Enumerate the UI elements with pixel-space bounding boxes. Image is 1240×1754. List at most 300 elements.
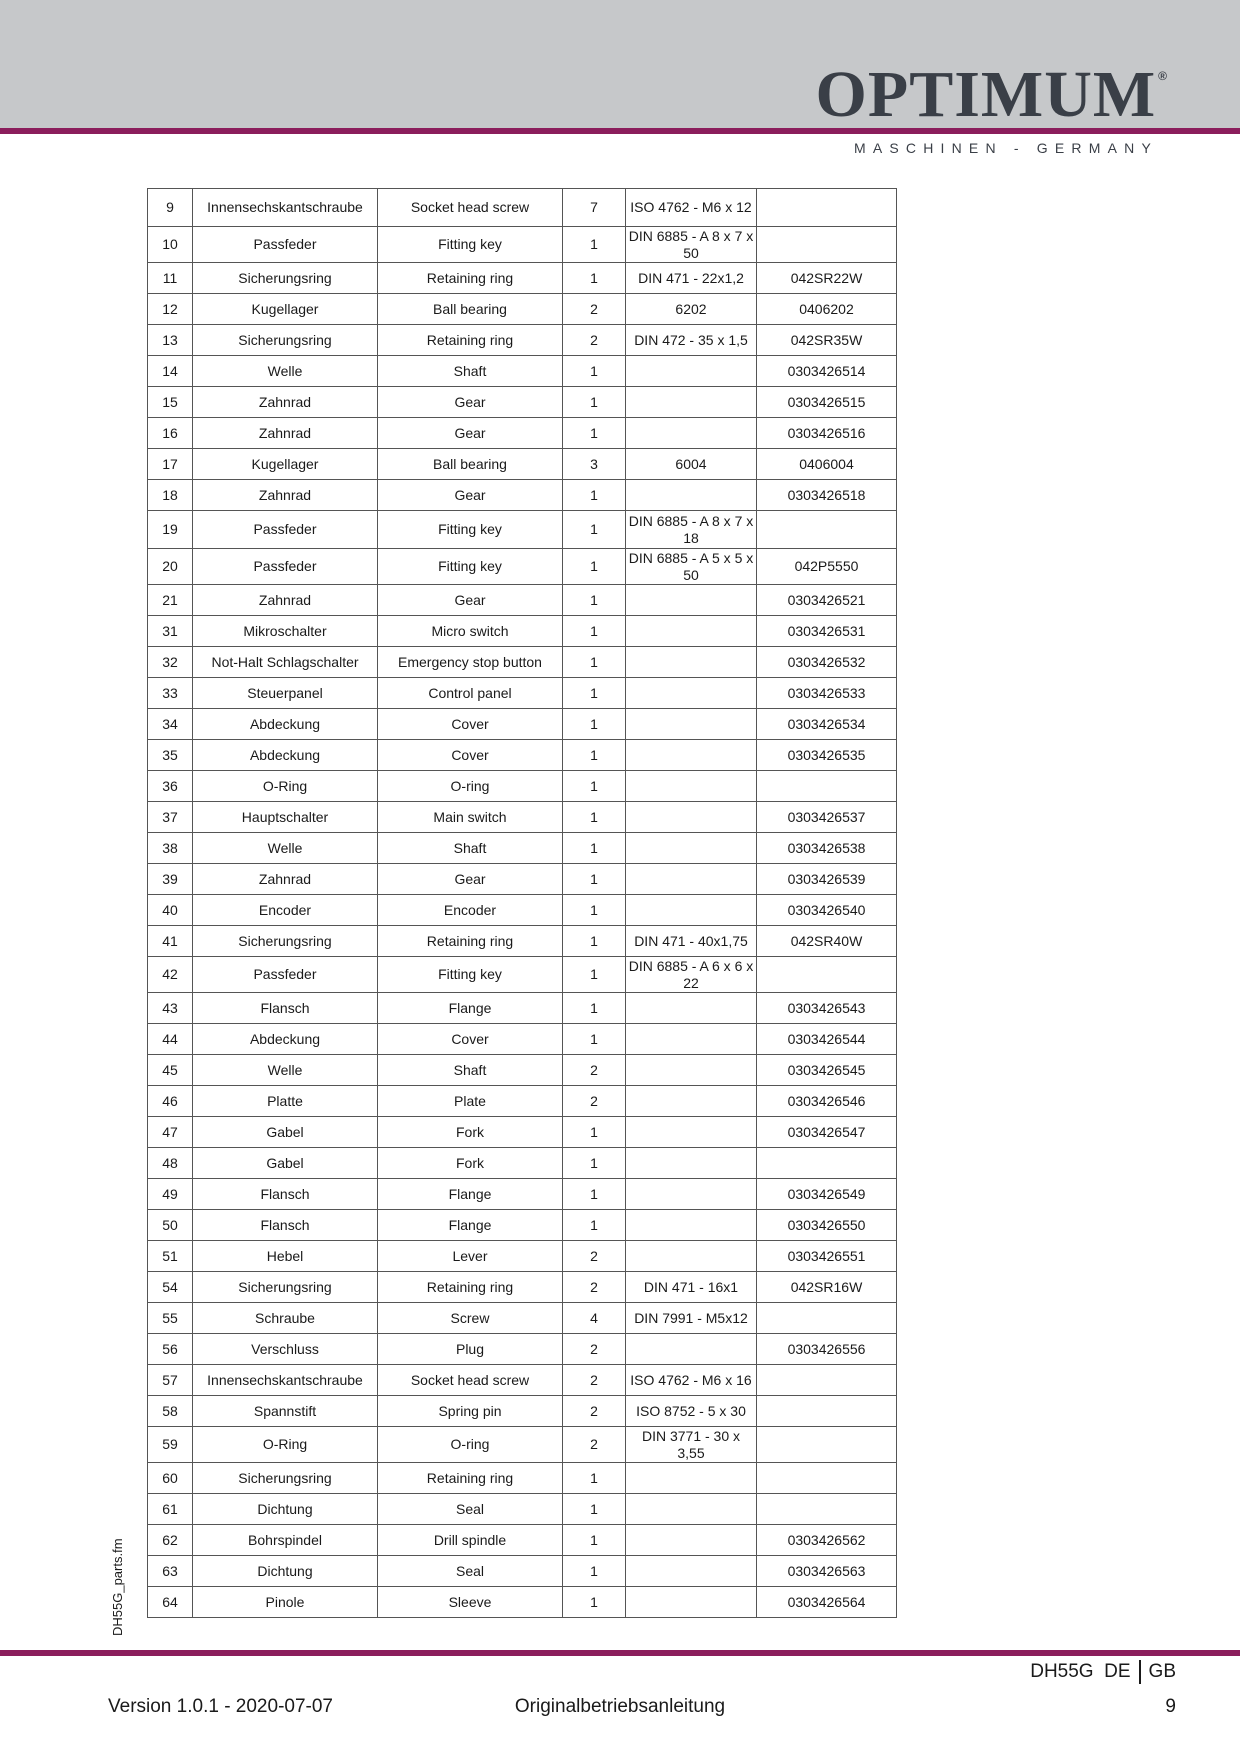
german-name-cell: Spannstift bbox=[193, 1396, 378, 1427]
english-name-cell: Sleeve bbox=[378, 1587, 563, 1618]
item-number-cell bbox=[757, 227, 897, 263]
german-name-cell: Platte bbox=[193, 1086, 378, 1117]
item-number-cell: 0406202 bbox=[757, 294, 897, 325]
quantity-cell: 1 bbox=[563, 1494, 626, 1525]
standard-cell bbox=[626, 1334, 757, 1365]
item-number-cell bbox=[757, 1396, 897, 1427]
standard-cell bbox=[626, 1086, 757, 1117]
english-name-cell: Fork bbox=[378, 1148, 563, 1179]
german-name-cell: Flansch bbox=[193, 1210, 378, 1241]
quantity-cell: 2 bbox=[563, 1241, 626, 1272]
standard-cell bbox=[626, 678, 757, 709]
quantity-cell: 1 bbox=[563, 926, 626, 957]
quantity-cell: 2 bbox=[563, 1427, 626, 1463]
model-name: DH55G bbox=[1030, 1661, 1094, 1683]
english-name-cell: Gear bbox=[378, 387, 563, 418]
standard-cell bbox=[626, 1024, 757, 1055]
table-row bbox=[148, 1210, 897, 1241]
quantity-cell: 1 bbox=[563, 1148, 626, 1179]
part-number-cell: 33 bbox=[148, 678, 193, 709]
table-row bbox=[148, 263, 897, 294]
table-row bbox=[148, 325, 897, 356]
english-name-cell: Flange bbox=[378, 993, 563, 1024]
part-number-cell: 16 bbox=[148, 418, 193, 449]
quantity-cell: 1 bbox=[563, 263, 626, 294]
quantity-cell: 1 bbox=[563, 1587, 626, 1618]
english-name-cell: Fork bbox=[378, 1117, 563, 1148]
table-row bbox=[148, 1241, 897, 1272]
english-name-cell: Lever bbox=[378, 1241, 563, 1272]
standard-cell: DIN 471 - 16x1 bbox=[626, 1272, 757, 1303]
english-name-cell: Retaining ring bbox=[378, 1463, 563, 1494]
part-number-cell: 40 bbox=[148, 895, 193, 926]
english-name-cell: Cover bbox=[378, 740, 563, 771]
item-number-cell: 0303426535 bbox=[757, 740, 897, 771]
standard-cell: DIN 6885 - A 8 x 7 x 18 bbox=[626, 511, 757, 549]
parts-table-body bbox=[148, 189, 897, 1618]
english-name-cell: Main switch bbox=[378, 802, 563, 833]
part-number-cell: 47 bbox=[148, 1117, 193, 1148]
quantity-cell: 2 bbox=[563, 1396, 626, 1427]
standard-cell bbox=[626, 895, 757, 926]
english-name-cell: O-ring bbox=[378, 771, 563, 802]
item-number-cell: 0406004 bbox=[757, 449, 897, 480]
quantity-cell: 1 bbox=[563, 227, 626, 263]
quantity-cell: 1 bbox=[563, 1117, 626, 1148]
english-name-cell: Retaining ring bbox=[378, 926, 563, 957]
german-name-cell: Dichtung bbox=[193, 1494, 378, 1525]
part-number-cell: 19 bbox=[148, 511, 193, 549]
item-number-cell: 0303426516 bbox=[757, 418, 897, 449]
standard-cell: DIN 3771 - 30 x 3,55 bbox=[626, 1427, 757, 1463]
item-number-cell bbox=[757, 189, 897, 227]
german-name-cell: Flansch bbox=[193, 993, 378, 1024]
quantity-cell: 2 bbox=[563, 1365, 626, 1396]
brand-logo bbox=[815, 58, 1168, 131]
item-number-cell bbox=[757, 771, 897, 802]
item-number-cell: 042SR40W bbox=[757, 926, 897, 957]
quantity-cell: 1 bbox=[563, 511, 626, 549]
german-name-cell: Sicherungsring bbox=[193, 926, 378, 957]
standard-cell bbox=[626, 864, 757, 895]
brand-tagline: MASCHINEN - GERMANY bbox=[853, 140, 1158, 156]
quantity-cell: 1 bbox=[563, 957, 626, 993]
part-number-cell: 51 bbox=[148, 1241, 193, 1272]
german-name-cell: Mikroschalter bbox=[193, 616, 378, 647]
part-number-cell: 37 bbox=[148, 802, 193, 833]
table-row bbox=[148, 1179, 897, 1210]
table-row bbox=[148, 1427, 897, 1463]
table-row bbox=[148, 864, 897, 895]
language-gb: GB bbox=[1148, 1661, 1176, 1683]
standard-cell bbox=[626, 740, 757, 771]
german-name-cell: Steuerpanel bbox=[193, 678, 378, 709]
part-number-cell: 42 bbox=[148, 957, 193, 993]
german-name-cell: Innensechskantschraube bbox=[193, 189, 378, 227]
german-name-cell: Sicherungsring bbox=[193, 263, 378, 294]
german-name-cell: Sicherungsring bbox=[193, 325, 378, 356]
german-name-cell: Welle bbox=[193, 833, 378, 864]
item-number-cell: 0303426544 bbox=[757, 1024, 897, 1055]
quantity-cell: 2 bbox=[563, 1086, 626, 1117]
part-number-cell: 38 bbox=[148, 833, 193, 864]
english-name-cell: Cover bbox=[378, 1024, 563, 1055]
standard-cell: 6202 bbox=[626, 294, 757, 325]
table-row bbox=[148, 1396, 897, 1427]
registered-mark: ® bbox=[1158, 69, 1168, 83]
german-name-cell: O-Ring bbox=[193, 771, 378, 802]
part-number-cell: 61 bbox=[148, 1494, 193, 1525]
part-number-cell: 45 bbox=[148, 1055, 193, 1086]
quantity-cell: 1 bbox=[563, 418, 626, 449]
quantity-cell: 1 bbox=[563, 895, 626, 926]
standard-cell bbox=[626, 1525, 757, 1556]
item-number-cell bbox=[757, 1427, 897, 1463]
table-row bbox=[148, 833, 897, 864]
item-number-cell: 0303426564 bbox=[757, 1587, 897, 1618]
quantity-cell: 1 bbox=[563, 833, 626, 864]
table-row bbox=[148, 709, 897, 740]
standard-cell: ISO 8752 - 5 x 30 bbox=[626, 1396, 757, 1427]
item-number-cell: 0303426532 bbox=[757, 647, 897, 678]
part-number-cell: 50 bbox=[148, 1210, 193, 1241]
table-row bbox=[148, 740, 897, 771]
english-name-cell: Ball bearing bbox=[378, 294, 563, 325]
part-number-cell: 15 bbox=[148, 387, 193, 418]
table-row bbox=[148, 294, 897, 325]
language-de: DE bbox=[1104, 1661, 1131, 1683]
standard-cell bbox=[626, 1210, 757, 1241]
part-number-cell: 31 bbox=[148, 616, 193, 647]
part-number-cell: 36 bbox=[148, 771, 193, 802]
table-row bbox=[148, 802, 897, 833]
part-number-cell: 14 bbox=[148, 356, 193, 387]
english-name-cell: Fitting key bbox=[378, 549, 563, 585]
german-name-cell: Zahnrad bbox=[193, 480, 378, 511]
english-name-cell: Screw bbox=[378, 1303, 563, 1334]
german-name-cell: Abdeckung bbox=[193, 709, 378, 740]
table-row bbox=[148, 1148, 897, 1179]
part-number-cell: 43 bbox=[148, 993, 193, 1024]
part-number-cell: 34 bbox=[148, 709, 193, 740]
german-name-cell: Encoder bbox=[193, 895, 378, 926]
german-name-cell: Not-Halt Schlagschalter bbox=[193, 647, 378, 678]
item-number-cell: 0303426563 bbox=[757, 1556, 897, 1587]
standard-cell: DIN 471 - 22x1,2 bbox=[626, 263, 757, 294]
table-row bbox=[148, 1525, 897, 1556]
quantity-cell: 1 bbox=[563, 993, 626, 1024]
part-number-cell: 64 bbox=[148, 1587, 193, 1618]
item-number-cell: 0303426551 bbox=[757, 1241, 897, 1272]
english-name-cell: O-ring bbox=[378, 1427, 563, 1463]
model-language-indicator bbox=[1030, 1660, 1176, 1684]
part-number-cell: 44 bbox=[148, 1024, 193, 1055]
english-name-cell: Fitting key bbox=[378, 227, 563, 263]
item-number-cell: 0303426562 bbox=[757, 1525, 897, 1556]
english-name-cell: Shaft bbox=[378, 1055, 563, 1086]
standard-cell: DIN 6885 - A 8 x 7 x 50 bbox=[626, 227, 757, 263]
quantity-cell: 1 bbox=[563, 771, 626, 802]
standard-cell bbox=[626, 1055, 757, 1086]
table-row bbox=[148, 771, 897, 802]
standard-cell bbox=[626, 1463, 757, 1494]
standard-cell bbox=[626, 480, 757, 511]
german-name-cell: Dichtung bbox=[193, 1556, 378, 1587]
item-number-cell bbox=[757, 511, 897, 549]
english-name-cell: Micro switch bbox=[378, 616, 563, 647]
standard-cell bbox=[626, 1241, 757, 1272]
part-number-cell: 13 bbox=[148, 325, 193, 356]
table-row bbox=[148, 1463, 897, 1494]
item-number-cell: 0303426556 bbox=[757, 1334, 897, 1365]
english-name-cell: Retaining ring bbox=[378, 325, 563, 356]
english-name-cell: Emergency stop button bbox=[378, 647, 563, 678]
standard-cell: ISO 4762 - M6 x 16 bbox=[626, 1365, 757, 1396]
english-name-cell: Retaining ring bbox=[378, 1272, 563, 1303]
german-name-cell: Zahnrad bbox=[193, 585, 378, 616]
german-name-cell: Kugellager bbox=[193, 294, 378, 325]
english-name-cell: Plate bbox=[378, 1086, 563, 1117]
item-number-cell bbox=[757, 1303, 897, 1334]
english-name-cell: Socket head screw bbox=[378, 189, 563, 227]
table-row bbox=[148, 1024, 897, 1055]
standard-cell: 6004 bbox=[626, 449, 757, 480]
table-row bbox=[148, 616, 897, 647]
english-name-cell: Gear bbox=[378, 418, 563, 449]
standard-cell bbox=[626, 356, 757, 387]
german-name-cell: Passfeder bbox=[193, 957, 378, 993]
item-number-cell: 042SR35W bbox=[757, 325, 897, 356]
standard-cell bbox=[626, 1179, 757, 1210]
german-name-cell: Abdeckung bbox=[193, 740, 378, 771]
page-number: 9 bbox=[1165, 1696, 1176, 1717]
table-row bbox=[148, 1587, 897, 1618]
quantity-cell: 1 bbox=[563, 802, 626, 833]
table-row bbox=[148, 1272, 897, 1303]
standard-cell bbox=[626, 833, 757, 864]
item-number-cell: 0303426537 bbox=[757, 802, 897, 833]
quantity-cell: 4 bbox=[563, 1303, 626, 1334]
quantity-cell: 1 bbox=[563, 740, 626, 771]
german-name-cell: Verschluss bbox=[193, 1334, 378, 1365]
part-number-cell: 55 bbox=[148, 1303, 193, 1334]
item-number-cell: 0303426538 bbox=[757, 833, 897, 864]
standard-cell: DIN 6885 - A 5 x 5 x 50 bbox=[626, 549, 757, 585]
standard-cell bbox=[626, 1117, 757, 1148]
standard-cell: DIN 472 - 35 x 1,5 bbox=[626, 325, 757, 356]
item-number-cell: 0303426533 bbox=[757, 678, 897, 709]
quantity-cell: 2 bbox=[563, 294, 626, 325]
item-number-cell: 0303426534 bbox=[757, 709, 897, 740]
part-number-cell: 49 bbox=[148, 1179, 193, 1210]
part-number-cell: 10 bbox=[148, 227, 193, 263]
table-row bbox=[148, 585, 897, 616]
quantity-cell: 1 bbox=[563, 549, 626, 585]
german-name-cell: Zahnrad bbox=[193, 387, 378, 418]
table-row bbox=[148, 647, 897, 678]
standard-cell: ISO 4762 - M6 x 12 bbox=[626, 189, 757, 227]
part-number-cell: 41 bbox=[148, 926, 193, 957]
standard-cell bbox=[626, 418, 757, 449]
table-row bbox=[148, 356, 897, 387]
table-row bbox=[148, 1055, 897, 1086]
item-number-cell: 0303426546 bbox=[757, 1086, 897, 1117]
part-number-cell: 54 bbox=[148, 1272, 193, 1303]
item-number-cell: 0303426543 bbox=[757, 993, 897, 1024]
quantity-cell: 2 bbox=[563, 1272, 626, 1303]
part-number-cell: 59 bbox=[148, 1427, 193, 1463]
part-number-cell: 12 bbox=[148, 294, 193, 325]
table-row bbox=[148, 480, 897, 511]
german-name-cell: Sicherungsring bbox=[193, 1463, 378, 1494]
table-row bbox=[148, 957, 897, 993]
german-name-cell: Passfeder bbox=[193, 511, 378, 549]
german-name-cell: Zahnrad bbox=[193, 418, 378, 449]
document-title: Originalbetriebsanleitung bbox=[514, 1696, 726, 1717]
table-row bbox=[148, 993, 897, 1024]
item-number-cell: 0303426547 bbox=[757, 1117, 897, 1148]
item-number-cell bbox=[757, 1494, 897, 1525]
quantity-cell: 1 bbox=[563, 1525, 626, 1556]
table-row bbox=[148, 189, 897, 227]
standard-cell bbox=[626, 709, 757, 740]
part-number-cell: 9 bbox=[148, 189, 193, 227]
part-number-cell: 18 bbox=[148, 480, 193, 511]
german-name-cell: Abdeckung bbox=[193, 1024, 378, 1055]
quantity-cell: 1 bbox=[563, 864, 626, 895]
item-number-cell: 042P5550 bbox=[757, 549, 897, 585]
quantity-cell: 7 bbox=[563, 189, 626, 227]
english-name-cell: Encoder bbox=[378, 895, 563, 926]
item-number-cell: 0303426550 bbox=[757, 1210, 897, 1241]
standard-cell: DIN 6885 - A 6 x 6 x 22 bbox=[626, 957, 757, 993]
table-row bbox=[148, 895, 897, 926]
part-number-cell: 32 bbox=[148, 647, 193, 678]
footer-rule bbox=[0, 1650, 1240, 1656]
table-row bbox=[148, 449, 897, 480]
item-number-cell: 0303426521 bbox=[757, 585, 897, 616]
table-row bbox=[148, 227, 897, 263]
standard-cell bbox=[626, 802, 757, 833]
english-name-cell: Flange bbox=[378, 1179, 563, 1210]
part-number-cell: 60 bbox=[148, 1463, 193, 1494]
quantity-cell: 1 bbox=[563, 647, 626, 678]
english-name-cell: Socket head screw bbox=[378, 1365, 563, 1396]
item-number-cell: 0303426539 bbox=[757, 864, 897, 895]
item-number-cell: 0303426540 bbox=[757, 895, 897, 926]
english-name-cell: Flange bbox=[378, 1210, 563, 1241]
standard-cell bbox=[626, 993, 757, 1024]
standard-cell: DIN 7991 - M5x12 bbox=[626, 1303, 757, 1334]
part-number-cell: 35 bbox=[148, 740, 193, 771]
quantity-cell: 1 bbox=[563, 1556, 626, 1587]
part-number-cell: 62 bbox=[148, 1525, 193, 1556]
german-name-cell: Hebel bbox=[193, 1241, 378, 1272]
german-name-cell: O-Ring bbox=[193, 1427, 378, 1463]
part-number-cell: 17 bbox=[148, 449, 193, 480]
brand-name: OPTIMUM bbox=[815, 58, 1157, 131]
item-number-cell: 042SR22W bbox=[757, 263, 897, 294]
part-number-cell: 46 bbox=[148, 1086, 193, 1117]
german-name-cell: Welle bbox=[193, 356, 378, 387]
standard-cell bbox=[626, 585, 757, 616]
quantity-cell: 1 bbox=[563, 480, 626, 511]
table-row bbox=[148, 1117, 897, 1148]
item-number-cell: 0303426531 bbox=[757, 616, 897, 647]
quantity-cell: 1 bbox=[563, 356, 626, 387]
table-row bbox=[148, 418, 897, 449]
table-row bbox=[148, 1303, 897, 1334]
english-name-cell: Drill spindle bbox=[378, 1525, 563, 1556]
english-name-cell: Shaft bbox=[378, 356, 563, 387]
german-name-cell: Gabel bbox=[193, 1117, 378, 1148]
german-name-cell: Innensechskantschraube bbox=[193, 1365, 378, 1396]
part-number-cell: 57 bbox=[148, 1365, 193, 1396]
english-name-cell: Fitting key bbox=[378, 511, 563, 549]
version-text: Version 1.0.1 - 2020-07-07 bbox=[108, 1696, 333, 1717]
item-number-cell bbox=[757, 1463, 897, 1494]
item-number-cell: 042SR16W bbox=[757, 1272, 897, 1303]
english-name-cell: Retaining ring bbox=[378, 263, 563, 294]
quantity-cell: 1 bbox=[563, 585, 626, 616]
english-name-cell: Gear bbox=[378, 864, 563, 895]
part-number-cell: 58 bbox=[148, 1396, 193, 1427]
language-separator bbox=[1139, 1660, 1141, 1684]
standard-cell bbox=[626, 1587, 757, 1618]
table-row bbox=[148, 678, 897, 709]
german-name-cell: Passfeder bbox=[193, 227, 378, 263]
english-name-cell: Plug bbox=[378, 1334, 563, 1365]
english-name-cell: Control panel bbox=[378, 678, 563, 709]
table-row bbox=[148, 1086, 897, 1117]
file-label: DH55G_parts.fm bbox=[110, 1538, 125, 1636]
standard-cell bbox=[626, 1556, 757, 1587]
table-row bbox=[148, 1365, 897, 1396]
part-number-cell: 11 bbox=[148, 263, 193, 294]
english-name-cell: Spring pin bbox=[378, 1396, 563, 1427]
german-name-cell: Pinole bbox=[193, 1587, 378, 1618]
german-name-cell: Hauptschalter bbox=[193, 802, 378, 833]
quantity-cell: 3 bbox=[563, 449, 626, 480]
standard-cell bbox=[626, 616, 757, 647]
part-number-cell: 20 bbox=[148, 549, 193, 585]
quantity-cell: 1 bbox=[563, 709, 626, 740]
english-name-cell: Shaft bbox=[378, 833, 563, 864]
part-number-cell: 39 bbox=[148, 864, 193, 895]
quantity-cell: 1 bbox=[563, 616, 626, 647]
part-number-cell: 63 bbox=[148, 1556, 193, 1587]
quantity-cell: 1 bbox=[563, 1463, 626, 1494]
table-row bbox=[148, 549, 897, 585]
german-name-cell: Passfeder bbox=[193, 549, 378, 585]
english-name-cell: Gear bbox=[378, 585, 563, 616]
quantity-cell: 1 bbox=[563, 1179, 626, 1210]
item-number-cell: 0303426545 bbox=[757, 1055, 897, 1086]
english-name-cell: Ball bearing bbox=[378, 449, 563, 480]
part-number-cell: 21 bbox=[148, 585, 193, 616]
standard-cell bbox=[626, 1494, 757, 1525]
standard-cell bbox=[626, 771, 757, 802]
quantity-cell: 1 bbox=[563, 1210, 626, 1241]
table-row bbox=[148, 1334, 897, 1365]
english-name-cell: Cover bbox=[378, 709, 563, 740]
item-number-cell: 0303426514 bbox=[757, 356, 897, 387]
german-name-cell: Zahnrad bbox=[193, 864, 378, 895]
parts-table bbox=[147, 188, 897, 1618]
english-name-cell: Seal bbox=[378, 1556, 563, 1587]
standard-cell: DIN 471 - 40x1,75 bbox=[626, 926, 757, 957]
part-number-cell: 48 bbox=[148, 1148, 193, 1179]
